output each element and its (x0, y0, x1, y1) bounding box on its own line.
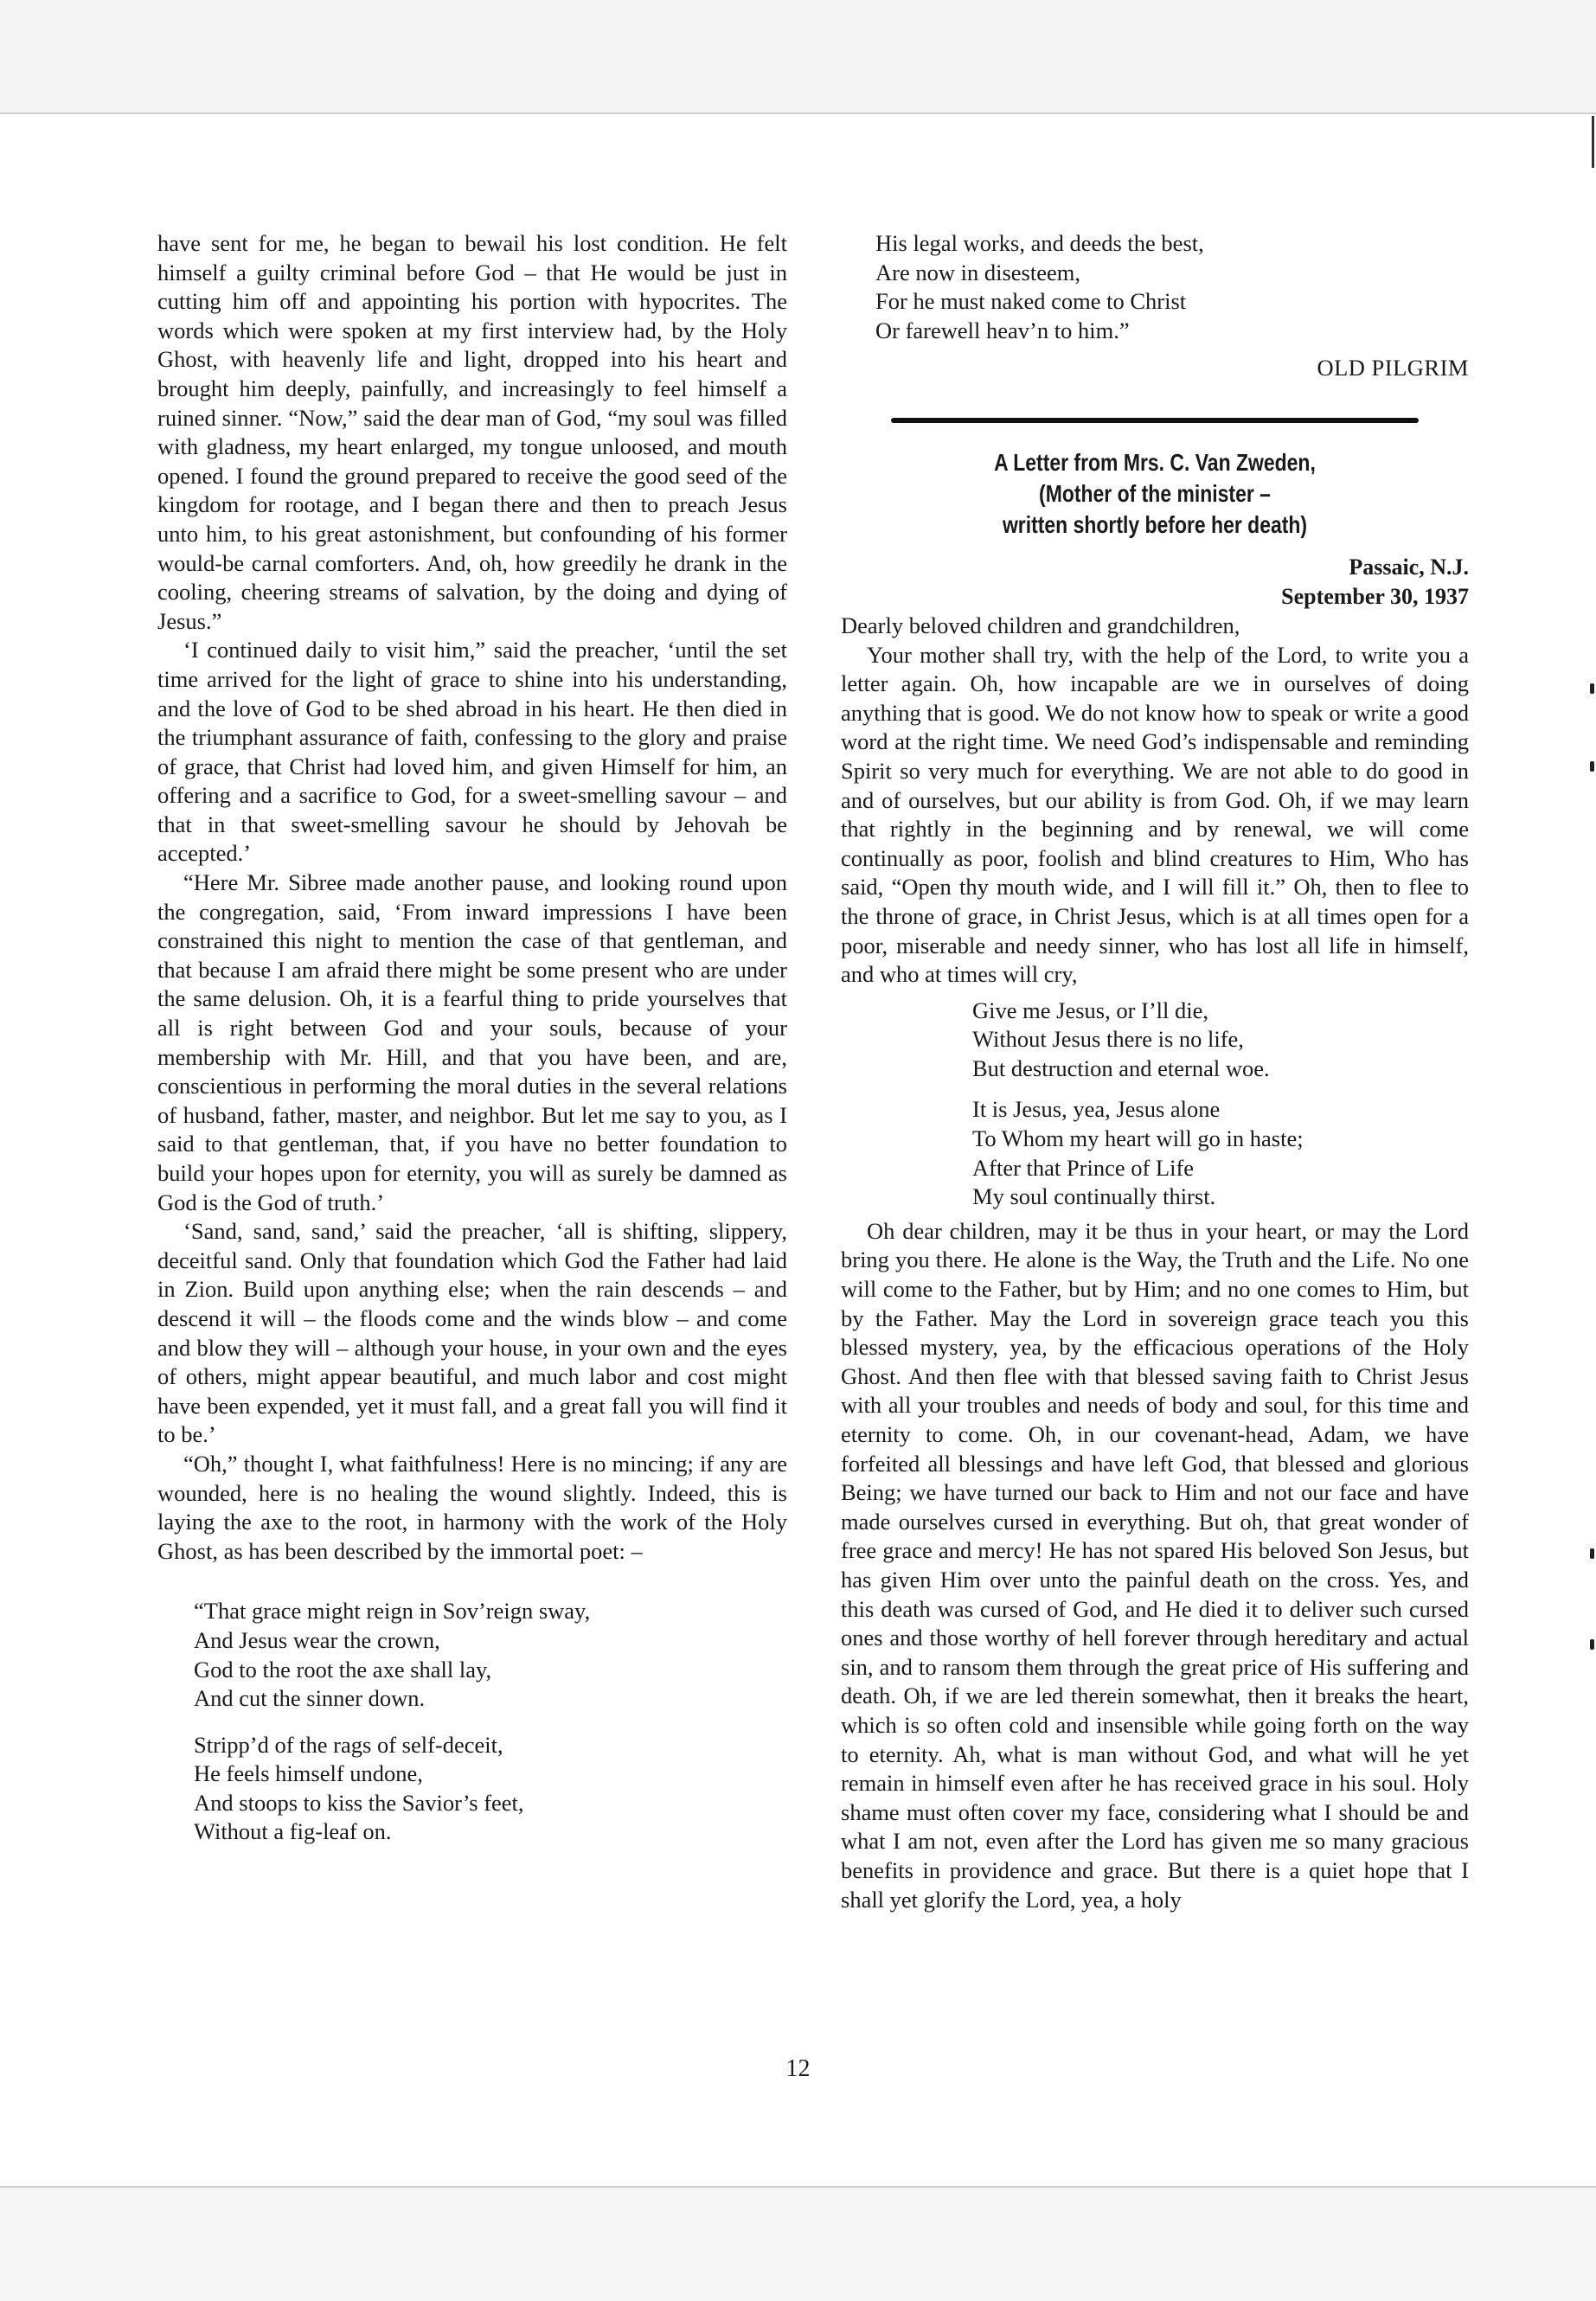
top-scan-edge (0, 112, 1596, 114)
right-column (841, 229, 1469, 1914)
verse-line: But destruction and eternal woe. (972, 1054, 1270, 1081)
poem-line: And stoops to kiss the Savior’s feet, (194, 1789, 524, 1816)
poem-line: Without a fig-leaf on. (194, 1818, 392, 1845)
letter-salutation: Dearly beloved children and grandchildren, (841, 612, 1240, 638)
poem-stanza-2 (194, 1731, 787, 1847)
poem-ending (875, 229, 1469, 345)
bottom-scan-band (0, 2186, 1596, 2301)
verse-line: Give me Jesus, or I’ll die, (972, 997, 1209, 1023)
verse-line: After that Prince of Life (972, 1154, 1195, 1181)
section-divider (891, 418, 1419, 423)
page-number: 12 (785, 2055, 811, 2082)
bottom-scan-edge (0, 2186, 1596, 2188)
letter-title-line: (Mother of the minister – (1039, 479, 1271, 507)
poem-line: Or farewell heav’n to him.” (875, 317, 1130, 343)
left-paragraph-5: “Oh,” thought I, what faithfulness! Here is no mincing; if any are wounded, here is no healing the wound slightly. Indeed, this is laying the axe to the root, in harmony with the work of the Holy Ghost, as has been described by the immortal poet: – (157, 1450, 787, 1564)
verse-line: To Whom my heart will go in haste; (972, 1125, 1304, 1152)
letter-paragraph-1: Your mother shall try, with the help of the Lord, to write you a letter again. Oh, how incapable are we in ourselves of doing anything that is good. We do not know how to speak or write a good word at the right time. We need God’s indispensable and reminding Spirit so very much for everything. We are not able to do good in and of ourselves, but our ability is from God. Oh, if we may learn that rightly in the beginning and by renewal, we will come continually as poor, foolish and blind creatures to Him, Who has said, “Open thy mouth wide, and I will fill it.” Oh, then to flee to the throne of grace, in Christ Jesus, which is at all times open for a poor, miserable and needy sinner, who has lost all life in himself, and who at times will cry, (841, 641, 1469, 988)
letter-place: Passaic, N.J. (1349, 554, 1469, 580)
verse-line: Without Jesus there is no life, (972, 1026, 1244, 1053)
poem-line: He feels himself undone, (194, 1760, 423, 1787)
left-paragraph-2: ‘I continued daily to visit him,” said the preacher, ‘until the set time arrived for the light of grace to shine into his understanding, and the love of God to be shed abroad in his heart. He then died in the triumphant assurance of faith, confessing to the glory and praise of grace, that Christ had loved him, and given Himself for him, an offering and a sacrifice to God, for a sweet-smelling savour – and that in that sweet-smelling savour he should by Jehovah be accepted.’ (157, 637, 787, 867)
poem-line: His legal works, and deeds the best, (875, 230, 1204, 256)
poem-stanza-1 (194, 1597, 787, 1713)
margin-tick-mark (1590, 1639, 1594, 1650)
poem-line: God to the root the axe shall lay, (194, 1656, 492, 1682)
poem-line: Are now in disesteem, (875, 259, 1080, 285)
poem-line: “That grace might reign in Sov’reign sway, (194, 1598, 591, 1625)
letter-title (897, 447, 1412, 541)
poem-line: And cut the sinner down. (194, 1685, 426, 1712)
verse-line: It is Jesus, yea, Jesus alone (972, 1096, 1221, 1123)
right-edge-mark (1592, 116, 1594, 168)
poem (194, 1597, 787, 1847)
poem-line: And Jesus wear the crown, (194, 1626, 440, 1653)
letter-title-line: A Letter from Mrs. C. Van Zweden, (994, 448, 1316, 476)
letter-date: September 30, 1937 (1281, 583, 1469, 609)
margin-tick-mark (1590, 761, 1594, 772)
verse-line: My soul continually thirst. (972, 1183, 1216, 1210)
letter-paragraph-2: Oh dear children, may it be thus in your heart, or may the Lord bring you there. He alone is the Way, the Truth and the Life. No one will come to the Father, but by Him; and no one comes to Him, but by the Father. May the Lord in sovereign grace teach you this blessed mystery, yea, by the efficacious operations of the Holy Ghost. And then flee with that blessed saving faith to Christ Jesus with all your troubles and needs of body and soul, for this time and eternity to come. Oh, in our covenant-head, Adam, we have forfeited all blessings and have left God, that blessed and glorious Being; we have turned our back to Him and not our face and have made ourselves cursed in everything. But oh, that great wonder of free grace and mercy! He has not spared His beloved Son Jesus, but has given Him over unto the painful death on the cross. Yes, and this death was cursed of God, and He died it to deliver such cursed ones and those worthy of hell forever through hereditary and actual sin, and to ransom them through the great price of His suffering and death. Oh, if we are led therein somewhat, then it breaks the heart, which is so often cold and insensible while going forth on the way to eternity. Ah, what is man without God, and what will he yet remain in himself even after he has received grace in his soul. Holy shame must often cover my face, considering what I should be and what I am not, even after the Lord has given me so many gracious benefits in providence and grace. But there is a quiet hope that I shall yet glorify the Lord, yea, a holy (841, 1217, 1469, 1913)
poem-line: For he must naked come to Christ (875, 288, 1187, 315)
margin-tick-mark (1590, 1548, 1594, 1559)
left-column (157, 229, 787, 1864)
letter-title-line: written shortly before her death) (1002, 510, 1308, 538)
poem-line: Stripp’d of the rags of self-deceit, (194, 1731, 503, 1758)
left-paragraph-1: have sent for me, he began to bewail his lost condition. He felt himself a guilty criminal before God – that He would be just in cutting him off and appointing his portion with hypocrites. The words which were spoken at my first interview had, by the Holy Ghost, with heavenly life and light, dropped into his heart and brought him deeply, painfully, and increasingly to feel himself a ruined sinner. “Now,” said the dear man of God, “my soul was filled with gladness, my heart enlarged, my tongue unloosed, and mouth opened. I found the ground prepared to receive the good seed of the kingdom for rootage, and I began there and then to preach Jesus unto him, to his great astonishment, but confounding of his former would-be carnal comforters. And, oh, how greedily he drank in the cooling, cheering streams of salvation, by the doing and dying of Jesus.” (157, 230, 787, 634)
author-signature: OLD PILGRIM (1317, 355, 1469, 381)
left-paragraph-3: “Here Mr. Sibree made another pause, and looking round upon the congregation, said, ‘From inward impressions I have been constrained this night to mention the case of that gentleman, and that because I am afraid there might be some present who are under the same delusion. Oh, it is a fearful thing to pride yourselves that all is right between God and your souls, because of your membership with Mr. Hill, and that you have been, and are, conscientious in performing the moral duties in the several relations of husband, father, master, and neighbor. But let me say to you, as I said to that gentleman, that, if you have no better foundation to build your hopes upon for eternity, you will as surely be damned as God is the God of truth.’ (157, 869, 787, 1215)
margin-tick-mark (1590, 683, 1594, 694)
left-paragraph-4: ‘Sand, sand, sand,’ said the preacher, ‘all is shifting, slippery, deceitful sand. Only that foundation which God the Father had laid in Zion. Build upon anything else; when the rain descends – and descend it will – the floods come and the winds blow – and come and blow they will – although your house, in your own and the eyes of others, might appear beautiful, and much labor and cost might have been expended, yet it must fall, and a great fall you will find it to be.’ (157, 1218, 787, 1448)
letter-verse-2 (972, 1095, 1469, 1211)
letter-verse-1 (972, 997, 1469, 1084)
